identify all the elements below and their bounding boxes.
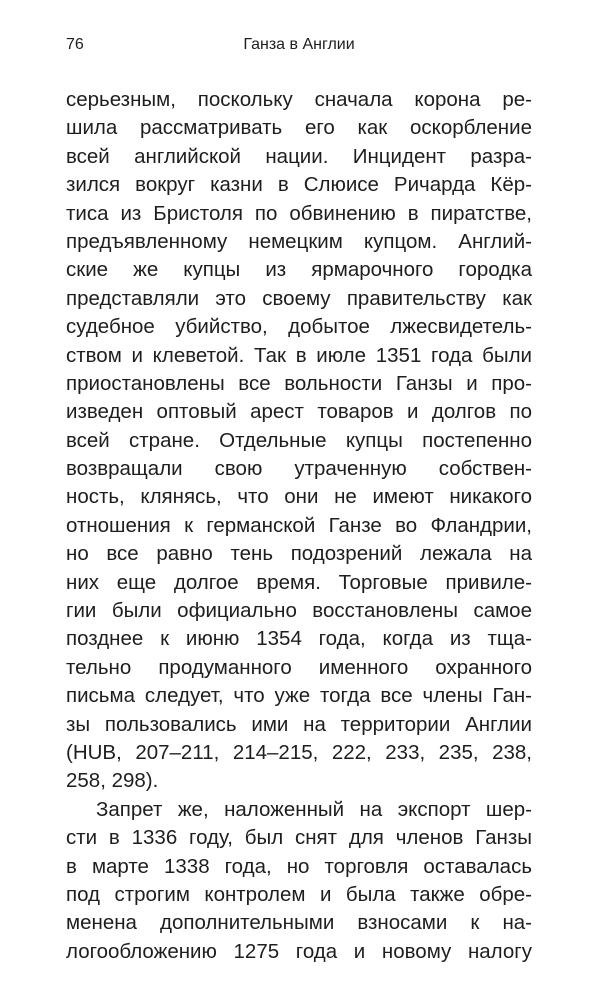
- text-line: гии были официально восстановлены самое: [66, 599, 532, 623]
- paragraph: [66, 86, 532, 796]
- text-line: позднее к июню 1354 года, когда из тща-: [66, 627, 532, 651]
- text-line: возвращали свою утраченную собствен-: [66, 457, 532, 481]
- text-line: предъявленному немецким купцом. Англий-: [66, 229, 532, 253]
- text-line: (HUB, 207–211, 214–215, 222, 233, 235, 238,: [66, 740, 532, 764]
- text-line: ством и клеветой. Так в июле 1351 года были: [66, 343, 532, 367]
- text-line: 258, 298).: [66, 769, 159, 793]
- text-line: изведен оптовый арест товаров и долгов по: [66, 400, 532, 424]
- text-line: под строгим контролем и была также обре-: [66, 882, 532, 906]
- text-line: но все равно тень подозрений лежала на: [66, 542, 532, 566]
- body-text: [66, 86, 532, 966]
- text-line: письма следует, что уже тогда все члены Ган-: [66, 684, 532, 708]
- running-title: Ганза в Англии: [243, 36, 355, 53]
- text-line: зы пользовались ими на территории Англии: [66, 712, 532, 736]
- text-line: Запрет же, наложенный на экспорт шер-: [96, 797, 532, 821]
- text-line: в марте 1338 года, но торговля оставалась: [66, 854, 532, 878]
- text-line: логообложению 1275 года и новому налогу: [66, 939, 532, 963]
- text-line: серьезным, поскольку сначала корона ре-: [66, 88, 532, 111]
- text-line: тиса из Бристоля по обвинению в пиратстве,: [66, 201, 532, 225]
- text-line: всей стране. Отдельные купцы постепенно: [66, 428, 532, 452]
- page-number: 76: [66, 36, 84, 53]
- text-line: ность, клянясь, что они не имеют никакого: [66, 485, 532, 509]
- paragraph: [66, 796, 532, 966]
- text-line: тельно продуманного именного охранного: [66, 655, 532, 679]
- text-line: сти в 1336 году, был снят для членов Ганзы: [66, 826, 532, 850]
- text-line: шила рассматривать его как оскорбление: [66, 116, 532, 140]
- text-line: представляли это своему правительству как: [66, 286, 532, 310]
- text-line: судебное убийство, добытое лжесвидетель-: [66, 315, 532, 339]
- text-line: ские же купцы из ярмарочного городка: [66, 258, 532, 282]
- text-line: всей английской нации. Инцидент разра-: [66, 144, 532, 168]
- text-line: зился вокруг казни в Слюисе Ричарда Кёр-: [66, 173, 532, 197]
- text-line: приостановлены все вольности Ганзы и про-: [66, 371, 532, 395]
- text-line: них еще долгое время. Торговые привиле-: [66, 570, 532, 594]
- text-line: отношения к германской Ганзе во Фландрии,: [66, 513, 532, 537]
- text-line: менена дополнительными взносами к на-: [66, 911, 532, 935]
- page-header: [66, 33, 532, 57]
